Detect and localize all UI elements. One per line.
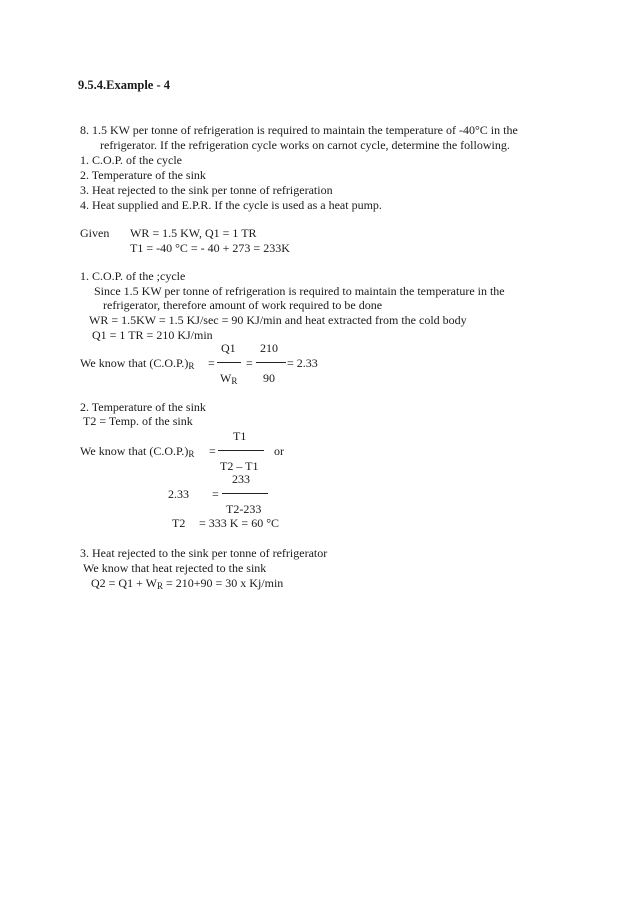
sink-cop-equals: = (209, 444, 216, 458)
cop-numerator-2: 210 (260, 341, 278, 355)
cop-denominator-2: 90 (263, 371, 275, 385)
cop-fraction-bar-2 (256, 362, 286, 363)
sink-cop-fraction-bar (218, 450, 264, 451)
given-line-2: T1 = -40 °C = - 40 + 273 = 233K (130, 241, 290, 255)
part1-line-2: refrigerator, therefore amount of work required to be done (103, 298, 383, 312)
sink-temp-fraction-bar (222, 493, 268, 494)
heading: 9.5.4.Example - 4 (78, 78, 171, 92)
sink-cop-lhs: We know that $(C.O.P.)_R$ (80, 444, 195, 459)
part1-title: 1. C.O.P. of the ;cycle (80, 269, 186, 283)
sink-cop-or: or (274, 444, 284, 458)
cop-equals-2: = (246, 356, 253, 370)
cop-denominator-1: $W_R$ (220, 371, 238, 386)
part1-line-4: Q1 = 1 TR = 210 KJ/min (92, 328, 213, 342)
problem-item-4: 4. Heat supplied and E.P.R. If the cycle is used as a heat pump. (80, 198, 382, 212)
cop-equals-1: = (208, 356, 215, 370)
part2-title: 2. Temperature of the sink (80, 400, 206, 414)
given-line-1: WR = 1.5 KW, Q1 = 1 TR (130, 226, 257, 240)
sink-temp-lhs: 2.33 (168, 487, 189, 501)
sink-temp-denominator: T2-233 (226, 502, 262, 516)
cop-fraction-bar-1 (217, 362, 241, 363)
cop-result: = 2.33 (287, 356, 318, 370)
sink-temp-result: = 333 K = 60 °C (199, 516, 280, 530)
part3-title: 3. Heat rejected to the sink per tonne of refrigerator (80, 546, 328, 560)
sink-cop-denominator: T2 – T1 (220, 459, 259, 473)
part3-line-2: $Q2 = Q1 + W_R = 210+90 = 30$ x Kj/min (91, 576, 284, 591)
problem-line-1: 8. 1.5 KW per tonne of refrigeration is required to maintain the temperature of -40°C in the (80, 123, 518, 137)
problem-item-1: 1. C.O.P. of the cycle (80, 153, 182, 167)
problem-line-2: refrigerator. If the refrigeration cycle works on carnot cycle, determine the following. (100, 138, 510, 152)
sink-cop-numerator: T1 (233, 429, 247, 443)
part3-line-1: We know that heat rejected to the sink (83, 561, 267, 575)
given-label: Given (80, 226, 110, 240)
sink-temp-numerator: 233 (232, 472, 250, 486)
sink-temp-equals: = (212, 487, 219, 501)
sink-temp-result-label: T2 (172, 516, 186, 530)
cop-equation-lhs: We know that $(C.O.P.)_R$ (80, 356, 195, 371)
part2-line-1: T2 = Temp. of the sink (83, 414, 193, 428)
part1-line-3: WR = 1.5KW = 1.5 KJ/sec = 90 KJ/min and heat extracted from the cold body (89, 313, 467, 327)
cop-numerator-1: Q1 (221, 341, 236, 355)
part1-line-1: Since 1.5 KW per tonne of refrigeration is required to maintain the temperature in the (94, 284, 505, 298)
problem-item-2: 2. Temperature of the sink (80, 168, 206, 182)
problem-item-3: 3. Heat rejected to the sink per tonne of refrigeration (80, 183, 333, 197)
